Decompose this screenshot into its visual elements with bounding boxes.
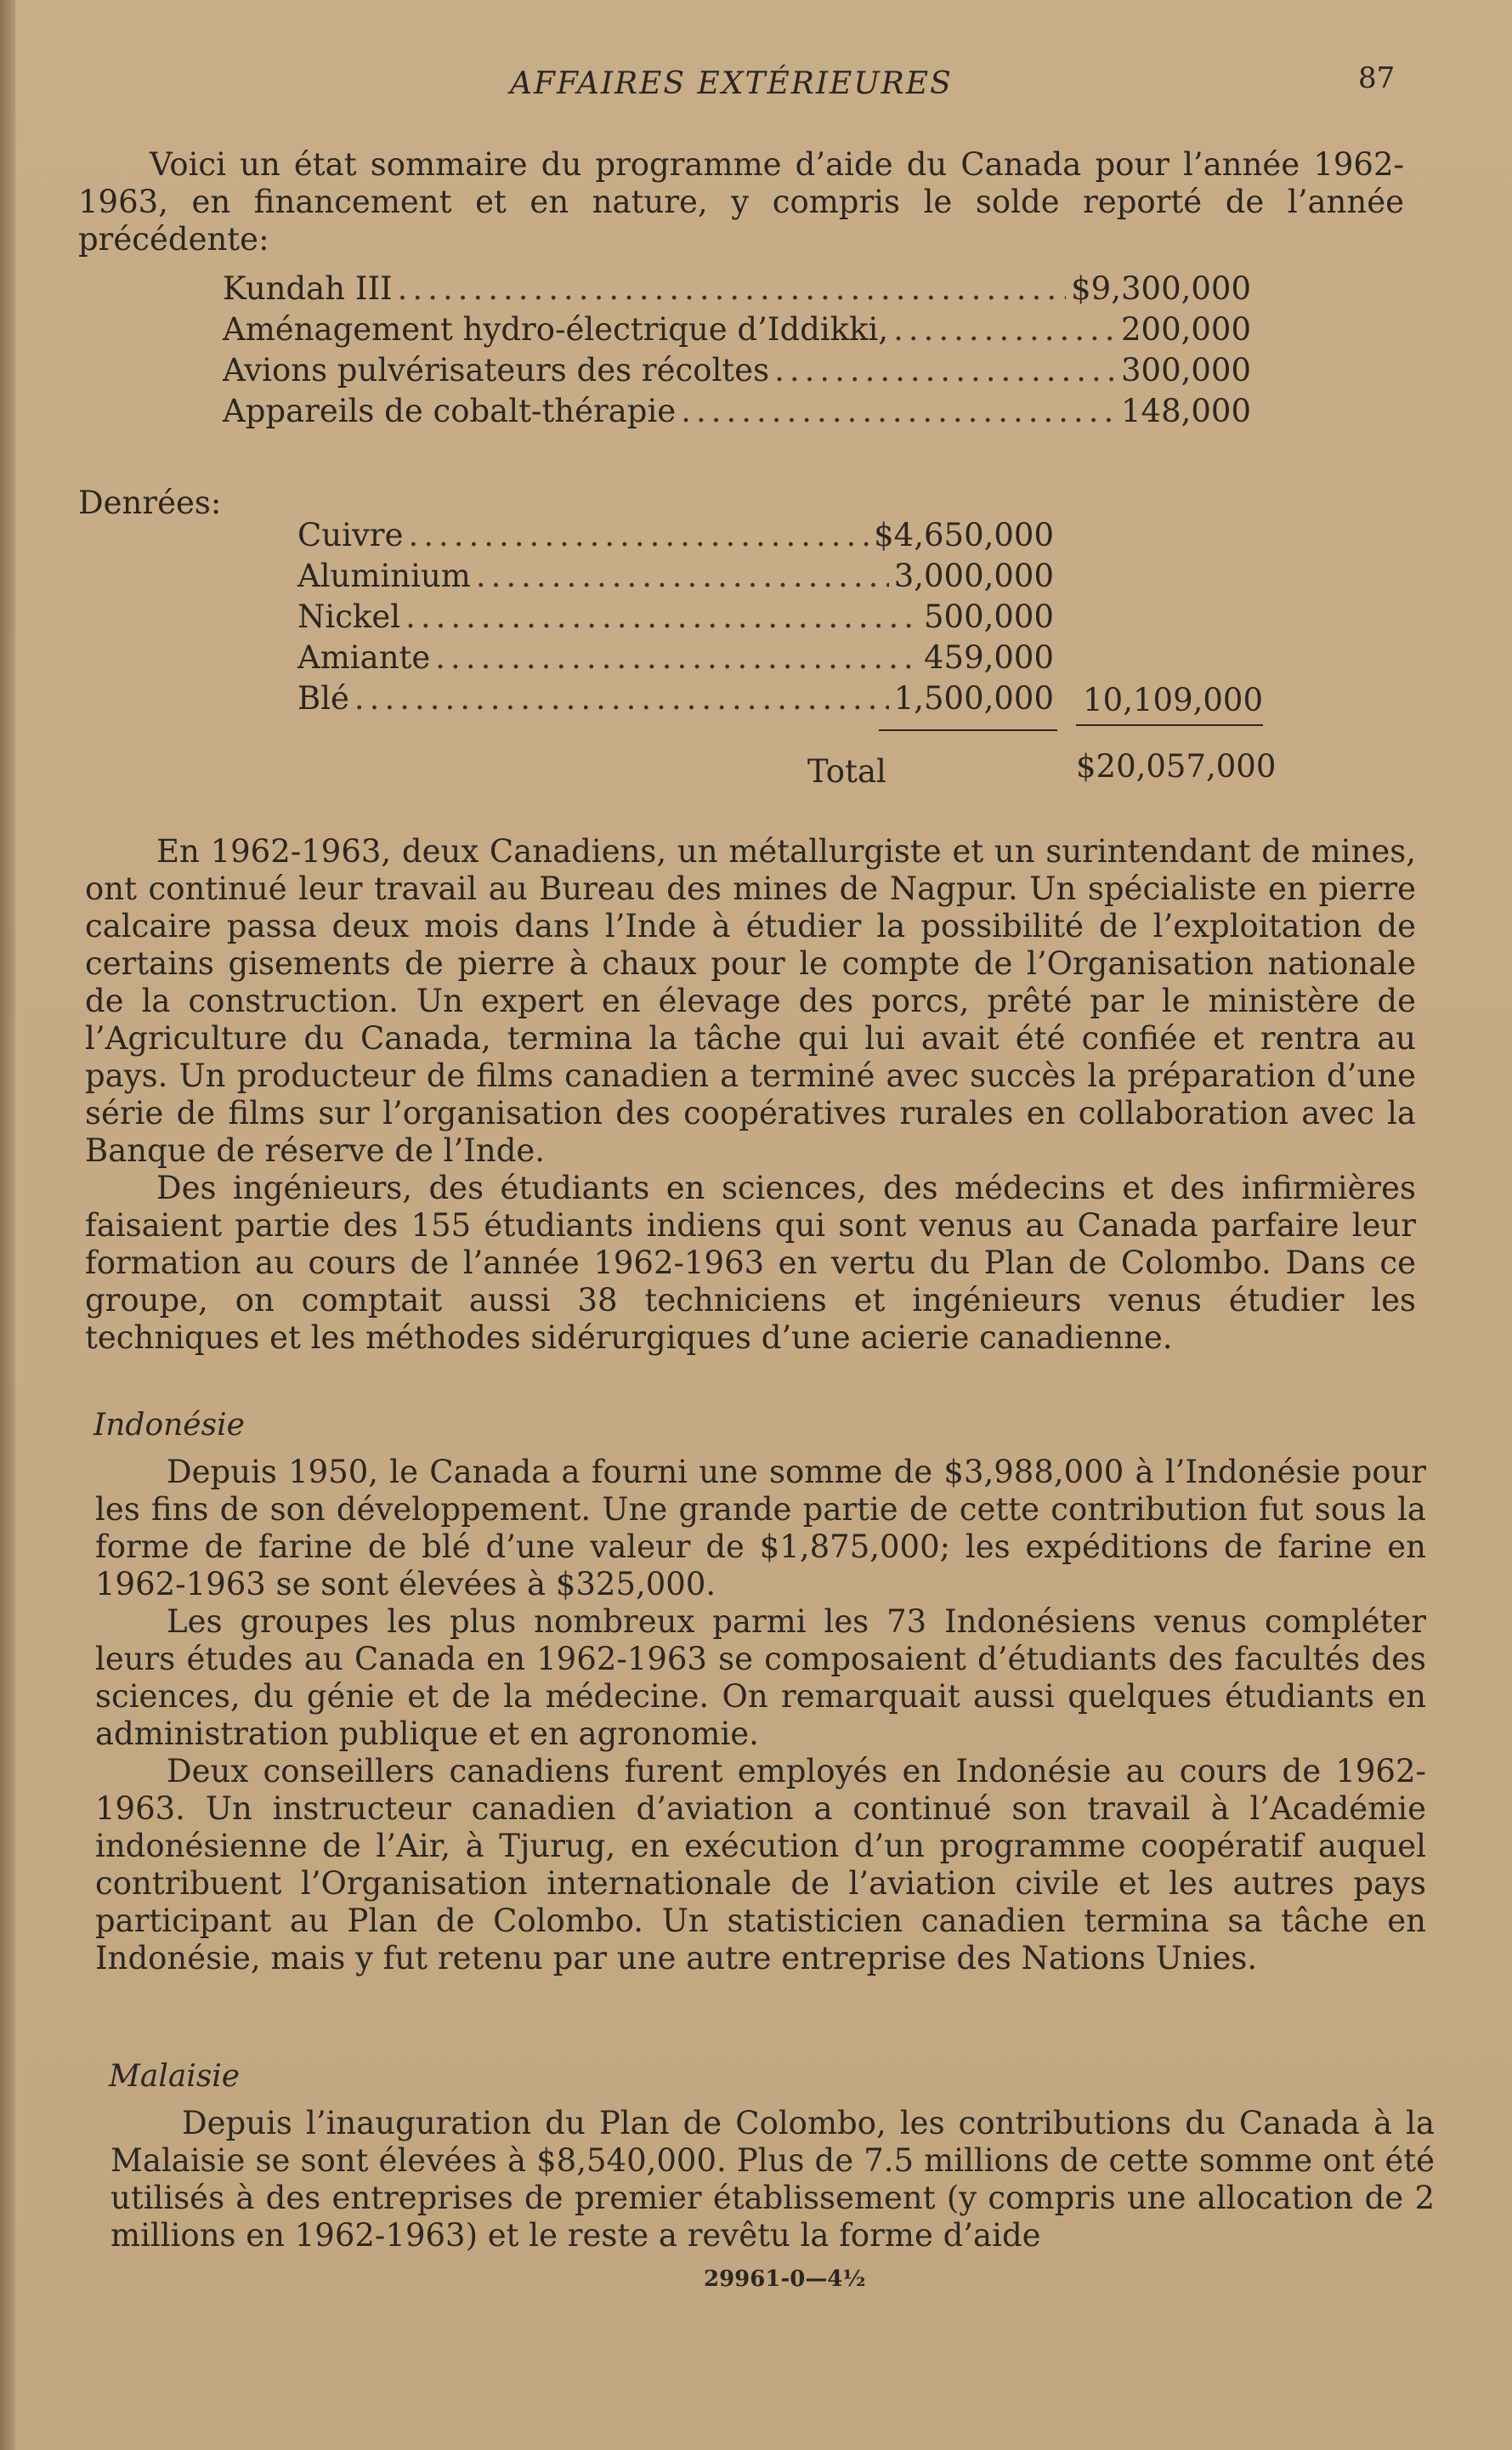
project-row (223, 270, 1251, 311)
commodity-value: 3,000,000 (893, 558, 1054, 594)
commodity-row (297, 517, 1054, 558)
commodity-value: 500,000 (923, 598, 1054, 635)
commodity-row (297, 680, 1054, 721)
commodity-value: 459,000 (923, 639, 1054, 676)
sum-rule (879, 729, 1057, 731)
leader-dots (354, 680, 889, 717)
intro-paragraph-block (78, 146, 1404, 258)
project-label: Aménagement hydro-électrique d’Iddikki, (223, 311, 889, 348)
commodity-value: 1,500,000 (893, 680, 1054, 717)
commodity-label: Aluminium (297, 558, 471, 594)
page-edge (0, 0, 15, 2450)
body-paragraph: Depuis l’inauguration du Plan de Colombo, les contributions du Canada à la Malaisie se sont élevées à $8,540,000. Plus de 7.5 millions de cette somme ont été utilisés à des entreprises de premier établissement (y compris une allocation de 2 millions en 1962-1963) et le reste a revêtu la forme d’aide (110, 2105, 1435, 2254)
sum-rule (1076, 724, 1263, 726)
commodity-label: Nickel (297, 598, 401, 635)
leader-dots (405, 598, 919, 635)
commodities-label: Denrées: (78, 485, 222, 521)
project-value: 148,000 (1120, 393, 1251, 429)
project-label: Kundah III (223, 270, 393, 307)
section-heading-indonesia: Indonésie (93, 1408, 245, 1443)
page-number: 87 (1358, 61, 1396, 95)
printer-signature: 29961-0—4½ (704, 2266, 866, 2292)
indonesia-section (95, 1454, 1426, 1977)
leader-dots (435, 639, 919, 676)
body-paragraph: Des ingénieurs, des étudiants en sciences, des médecins et des infirmières faisaient partie des 155 étudiants indiens qui sont venus au Canada parfaire leur formation au cours de l’année 1962-1963 en vertu du Plan de Colombo. Dans ce groupe, on comptait aussi 38 techniciens et ingénieurs venus étudier les techniques et les méthodes sidérurgiques d’une acierie canadienne. (85, 1170, 1416, 1356)
india-section (85, 833, 1416, 1357)
body-paragraph: En 1962-1963, deux Canadiens, un métallurgiste et un surintendant de mines, ont continué leur travail au Bureau des mines de Nagpur. Un spécialiste en pierre calcaire passa deux mois dans l’Inde à étudier la possibilité de l’exploitation de certains gisements de pierre à chaux pour le compte de l’Organisation nationale de la construction. Un expert en élevage des porcs, prêté par le ministère de l’Agriculture du Canada, termina la tâche qui lui avait été confiée et rentra au pays. Un producteur de films canadien a terminé avec succès la préparation d’une série de films sur l’organisation des coopératives rurales en collaboration avec la Banque de réserve de l’Inde. (85, 833, 1416, 1169)
project-row (223, 352, 1251, 393)
project-label: Appareils de cobalt-thérapie (223, 393, 677, 429)
project-value: 200,000 (1120, 311, 1251, 348)
body-paragraph: Depuis 1950, le Canada a fourni une somme de $3,988,000 à l’Indonésie pour les fins de son développement. Une grande partie de cette contribution fut sous la forme de farine de blé d’une valeur de $1,875,000; les expéditions de farine en 1962-1963 se sont élevées à $325,000. (95, 1454, 1426, 1602)
leader-dots (476, 558, 889, 594)
section-heading-malaysia: Malaisie (109, 2059, 241, 2094)
commodity-value: $4,650,000 (874, 517, 1054, 553)
project-row (223, 393, 1251, 434)
leader-dots (893, 311, 1116, 348)
commodities-subtotal: 10,109,000 (1083, 682, 1263, 718)
project-label: Avions pulvérisateurs des récoltes (223, 352, 770, 388)
running-title: AFFAIRES EXTÉRIEURES (510, 66, 953, 101)
commodity-label: Blé (297, 680, 349, 717)
commodity-row (297, 639, 1054, 680)
commodity-row (297, 598, 1054, 639)
project-value: 300,000 (1120, 352, 1251, 388)
commodity-label: Cuivre (297, 517, 404, 553)
leader-dots (398, 270, 1066, 307)
total-value: $20,057,000 (1076, 748, 1277, 785)
leader-dots (774, 352, 1116, 388)
intro-paragraph: Voici un état sommaire du programme d’aide du Canada pour l’année 1962-1963, en financement et en nature, y compris le solde reporté de l’année précédente: (78, 146, 1404, 258)
leader-dots (408, 517, 869, 553)
commodity-label: Amiante (297, 639, 431, 676)
malaysia-section (110, 2105, 1435, 2254)
project-row (223, 311, 1251, 352)
body-paragraph: Deux conseillers canadiens furent employés en Indonésie au cours de 1962-1963. Un instructeur canadien d’aviation a continué son travail à l’Académie indonésienne de l’Air, à Tjurug, en exécution d’un programme coopératif auquel contribuent l’Organisation internationale de l’aviation civile et les autres pays participant au Plan de Colombo. Un statisticien canadien termina sa tâche en Indonésie, mais y fut retenu par une autre entreprise des Nations Unies. (95, 1753, 1426, 1976)
body-paragraph: Les groupes les plus nombreux parmi les 73 Indonésiens venus compléter leurs études au Canada en 1962-1963 se composaient d’étudiants des facultés des sciences, du génie et de la médecine. On remarquait aussi quelques étudiants en administration publique et en agronomie. (95, 1603, 1426, 1752)
total-label: Total (807, 753, 886, 790)
leader-dots (681, 393, 1116, 429)
project-value: $9,300,000 (1071, 270, 1251, 307)
commodity-row (297, 558, 1054, 598)
